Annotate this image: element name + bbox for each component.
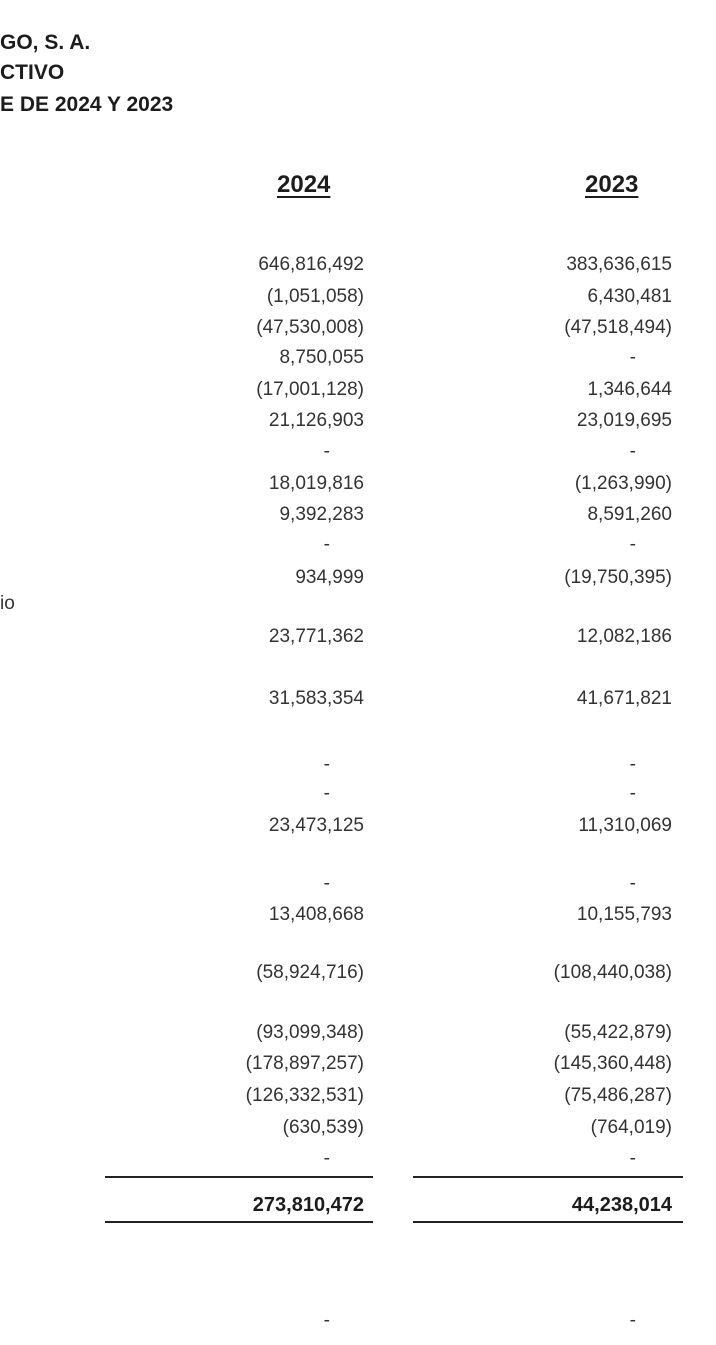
- value-2023: 11,310,069: [578, 815, 672, 836]
- value-2024: -: [323, 441, 330, 462]
- value-2023: -: [629, 534, 636, 555]
- value-2024: 934,999: [295, 567, 364, 588]
- value-2023: 12,082,186: [576, 626, 672, 647]
- value-2023: (47,518,494): [564, 317, 672, 338]
- value-2024: 13,408,668: [268, 904, 364, 925]
- value-2023: -: [629, 1148, 636, 1169]
- value-2023: 1,346,644: [587, 379, 672, 400]
- value-2024: 646,816,492: [258, 254, 364, 275]
- value-2024: -: [323, 534, 330, 555]
- total-rule-2024: [105, 1221, 373, 1223]
- row-label-fragment: io: [0, 593, 15, 614]
- total-2023: 44,238,014: [571, 1194, 672, 1216]
- value-2023: -: [629, 873, 636, 894]
- value-2024: 23,771,362: [268, 626, 364, 647]
- value-2023: (75,486,287): [564, 1085, 672, 1106]
- value-2024: (93,099,348): [256, 1022, 364, 1043]
- column-header-2023: 2023: [585, 171, 639, 198]
- value-2023: -: [629, 347, 636, 368]
- value-2024: -: [323, 873, 330, 894]
- value-2024: 23,473,125: [268, 815, 364, 836]
- value-2023: 41,671,821: [576, 688, 672, 709]
- subtotal-rule-2023: [413, 1176, 683, 1178]
- value-2023: (764,019): [590, 1117, 672, 1138]
- value-2024: (17,001,128): [256, 379, 364, 400]
- column-header-2024: 2024: [277, 171, 331, 198]
- subtotal-rule-2024: [105, 1176, 373, 1178]
- trailing-value-2023: -: [629, 1310, 636, 1331]
- value-2023: -: [629, 441, 636, 462]
- value-2023: (108,440,038): [553, 962, 672, 983]
- statement-period: E DE 2024 Y 2023: [0, 93, 174, 116]
- total-2024: 273,810,472: [252, 1194, 364, 1216]
- value-2023: 6,430,481: [587, 286, 672, 307]
- value-2024: (1,051,058): [266, 286, 364, 307]
- value-2023: 383,636,615: [566, 254, 672, 275]
- value-2024: (58,924,716): [256, 962, 364, 983]
- value-2023: 23,019,695: [576, 410, 672, 431]
- value-2024: 9,392,283: [279, 504, 364, 525]
- value-2024: 18,019,816: [268, 473, 364, 494]
- value-2024: -: [323, 1148, 330, 1169]
- value-2024: 31,583,354: [268, 688, 364, 709]
- value-2024: (126,332,531): [245, 1085, 364, 1106]
- value-2024: -: [323, 754, 330, 775]
- value-2024: (47,530,008): [256, 317, 364, 338]
- value-2023: (145,360,448): [553, 1053, 672, 1074]
- value-2024: 21,126,903: [268, 410, 364, 431]
- value-2023: 10,155,793: [576, 904, 672, 925]
- value-2024: 8,750,055: [279, 347, 364, 368]
- statement-title: CTIVO: [0, 61, 65, 84]
- trailing-value-2024: -: [323, 1310, 330, 1331]
- total-rule-2023: [413, 1221, 683, 1223]
- value-2024: (630,539): [282, 1117, 364, 1138]
- value-2023: (19,750,395): [564, 567, 672, 588]
- value-2023: -: [629, 783, 636, 804]
- value-2023: (55,422,879): [564, 1022, 672, 1043]
- value-2023: -: [629, 754, 636, 775]
- value-2023: (1,263,990): [574, 473, 672, 494]
- value-2024: -: [323, 783, 330, 804]
- value-2024: (178,897,257): [245, 1053, 364, 1074]
- value-2023: 8,591,260: [587, 504, 672, 525]
- company-name: GO, S. A.: [0, 31, 91, 54]
